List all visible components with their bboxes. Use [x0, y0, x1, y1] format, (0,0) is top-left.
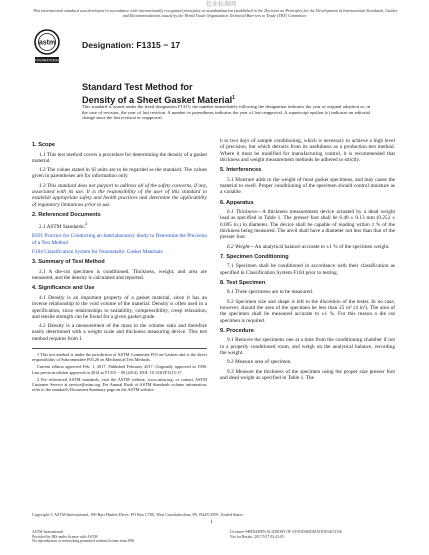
section-summary-heading: 3. Summary of Test Method — [32, 259, 105, 266]
section-significance-heading: 4. Significance and Use — [32, 285, 95, 292]
para-8-1: 8.1 Three specimens are to be measured. — [227, 289, 314, 296]
footnotes — [32, 348, 207, 392]
license-provider: ASTM International Provided by IHS under license with ASTM No reproduction or networking permitted without license from IHS — [32, 530, 135, 544]
ref-title-f104[interactable]: Classification System for Nonmetallic Gasket Materials — [44, 249, 163, 256]
ref-title-e691[interactable]: Practice for Conducting an Interlaboratory Study to Determine the Precision of a Test Method — [32, 233, 208, 246]
section-apparatus-heading: 6. Apparatus — [220, 199, 254, 206]
para-4-2-continued: h to two days of sample conditioning, which is necessary to achieve a high level of precision, but which detracts from its usefulness as a production test method. Where it must be modified for manufacturing control, it is recommended that thickness and weight measurement methods be adhered to strictly. — [220, 138, 395, 163]
section-conditioning-heading: 7. Specimen Conditioning — [220, 253, 289, 260]
standards-notice — [30, 2, 400, 19]
para-6-1: 6.1 Thickness—A thickness measurement device actuated by a dead weight load as specified in Table 1. The presser foot shall be 6.40 ± 0.13 mm (0.252 ± 0.005 in.) in diameter. The device shall be capable of reading within 1 % of the thickness being measured. The anvil shall have a diameter not less than that of the presser foot. — [220, 209, 396, 241]
designation-intro: This standard is issued under the fixed designation F1315; the number immediately following the designation indicates the year of original adoption or, in the case of revision, the year of last revision. A number in parentheses indicates the year of last reapproval. A superscript epsilon (ε) indicates an editorial change since the last revision or reapproval. — [82, 104, 370, 121]
para-1-3: 1.3 This standard does not purport to address all of the safety concerns, if any, associated with its use. It is the responsibility of the user of this standard to establish appropriate safety and health practices and determine the applicability of regulatory limitations prior to use. — [32, 182, 207, 208]
para-9-2: 9.2 Measure area of specimen. — [227, 359, 292, 366]
copyright-line: Copyright © ASTM International, 100 Barr Harbor Drive, PO Box C700, West Conshohocken, PA 19428-2959. United States — [32, 512, 243, 517]
para-2-1: 2.1 ASTM Standards:$^2$ — [39, 221, 88, 231]
title-line-1: Standard Test Method for — [82, 82, 193, 92]
ref-code-e691[interactable]: E691 — [32, 233, 44, 240]
para-9-3: 9.3 Measure the thickness of the specimen using the proper size presser foot and dead weight as specified in Table 1. The — [220, 368, 395, 381]
document-title — [82, 82, 382, 106]
para-4-2: 4.2 Density is a measurement of the mass to the volume ratio and therefore easily determined with a weight scale and thickness measuring device. This test method requires from 1 — [32, 323, 207, 342]
astm-logo — [32, 28, 62, 66]
reference-e691[interactable] — [32, 233, 207, 246]
para-6-2: 6.2 Weight—An analytical balance accurate to ±1 % of the specimen weight. — [227, 243, 390, 250]
para-5-1: 5.1 Moisture adds to the weight of most gasket specimens, and may cause the material to swell. Proper conditioning of the specimen should control moisture as a variable. — [220, 176, 395, 196]
title-line-2: Density of a Sheet Gasket Material$^1$ — [82, 95, 235, 106]
section-scope-heading: 1. Scope — [32, 142, 56, 148]
ref-code-f104[interactable]: F104 — [32, 249, 43, 256]
reference-f104[interactable] — [32, 249, 207, 255]
section-specimen-heading: 8. Test Specimen — [220, 279, 266, 286]
section-interferences-heading: 5. Interferences — [220, 167, 262, 174]
notice-text: This international standard was developed in accordance with internationally recognized principles on standardization established in the Decision on Principles for the Development of International Standards, Guides and Recommendations issued by the World Trade Organization Technical Barriers to Trade (TBT) Committee. — [32, 8, 398, 19]
para-1-1: 1.1 This test method covers a procedure for determining the density of a gasket material. — [32, 151, 207, 164]
svg-text:astm: astm — [38, 39, 56, 47]
para-1-2: 1.2 The values stated in SI units are to be regarded as the standard. The values given in parentheses are for information only. — [32, 167, 207, 180]
para-9-1: 9.1 Remove the specimens one at a time from the conditioning chamber if not in a properly conditioned room, and weigh on the analytical balance, recording the weight. — [220, 337, 395, 357]
para-3-1: 3.1 A die-cut specimen is conditioned. Thickness, weight, and area are measured, and the density is calculated and reported. — [32, 268, 207, 282]
designation: Designation: F1315 − 17 — [82, 40, 181, 50]
para-4-1: 4.1 Density is an important property of a gasket material, since it has an inverse relationship to the void volume of the material. Density is often used in a specification, since relationships to sealability, compressibility, creep relaxation, and tensile strength can be found for a given gasket grade. — [32, 294, 207, 320]
footnote-mark: 1 — [232, 95, 235, 101]
section-referenced-docs-heading: 2. Referenced Documents — [32, 211, 101, 218]
page-number: 1 — [210, 520, 213, 525]
footnote-2: 2 For referenced ASTM standards, visit the ASTM website, www.astm.org, or contact ASTM Customer Service at service@astm.org. For Annual Book of ASTM Standards volume information, refer to the standard's Document Summary page on the ASTM website. — [32, 376, 207, 393]
right-column — [220, 138, 395, 384]
footnote-1-edition: Current edition approved Feb. 1, 2017. Published February 2017. Originally approved in 1990. Last previous edition approved in 2014 as F1315 − 00 (2014). DOI: 10.1520/F1315-17. — [32, 364, 207, 375]
footnote-1: 1 This test method is under the jurisdiction of ASTM Committee F03 on Gaskets and is the direct responsibility of Subcommittee F03.20 on Mechanical Test Methods. — [32, 352, 207, 363]
svg-text:INTERNATIONAL: INTERNATIONAL — [34, 58, 60, 63]
licensee-info: Licensee=SHENZHEN ACADEMY OF STANDARDIZATION 6672156 Not for Resale, 2017/5/17 03:41:05 — [230, 530, 342, 539]
watermark: 起业标准网 — [206, 2, 237, 8]
left-column — [32, 138, 207, 394]
section-procedure-heading: 9. Procedure — [220, 327, 254, 334]
para-8-2: 8.2 Specimen size and shape is left to the discretion of the tester. In no case, however, should the area of the specimen be less than 25 in² (4 in²). The area of the specimen shall be measured accurate to ±1 %. For this reason a die cut specimen is required. — [220, 298, 395, 324]
para-7-1: 7.1 Specimen shall be conditioned in accordance with their classification as specified in Classification System F104 prior to testing. — [220, 263, 395, 276]
